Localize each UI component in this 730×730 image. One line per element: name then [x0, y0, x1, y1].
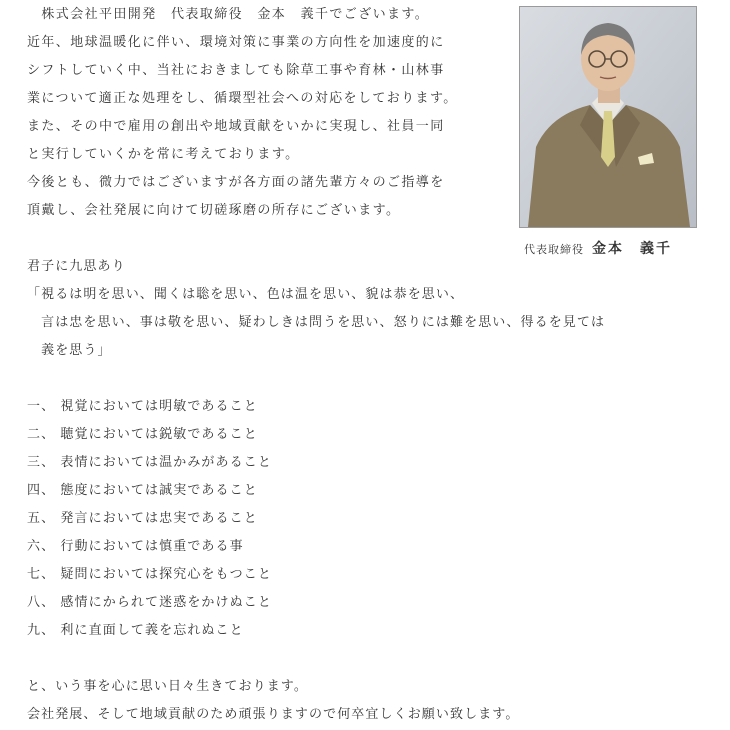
principle-item: 五、 発言においては忠実であること	[27, 511, 258, 526]
principle-item: 八、 感情にかられて迷惑をかけぬこと	[27, 595, 272, 610]
proverb-quote-line: 言は忠を思い、事は敬を思い、疑わしきは問うを思い、怒りには難を思い、得るを見ては	[27, 315, 606, 330]
closing-line: 会社発展、そして地域貢献のため頑張りますので何卒宜しくお願い致します。	[27, 707, 520, 722]
intro-line: 頂戴し、会社発展に向けて切磋琢磨の所存にございます。	[27, 203, 401, 218]
principle-item: 六、 行動においては慎重である事	[27, 539, 244, 554]
portrait-illustration	[520, 7, 696, 227]
president-name: 金本 義千	[592, 241, 672, 257]
principle-item: 四、 態度においては誠実であること	[27, 483, 258, 498]
intro-line: と実行していくかを常に考えております。	[27, 147, 300, 162]
intro-line: 今後とも、微力ではございますが各方面の諸先輩方々のご指導を	[27, 175, 445, 190]
principle-item: 九、 利に直面して義を忘れぬこと	[27, 623, 244, 638]
intro-line: 業について適正な処理をし、循環型社会への対応をしております。	[27, 91, 458, 106]
portrait-caption	[524, 238, 672, 258]
closing-line: と、いう事を心に思い日々生きております。	[27, 679, 308, 694]
intro-line: また、その中で雇用の創出や地域貢献をいかに実現し、社員一同	[27, 119, 445, 134]
president-role: 代表取締役	[524, 243, 584, 256]
principle-item: 三、 表情においては温かみがあること	[27, 455, 272, 470]
proverb-heading: 君子に九思あり	[27, 259, 126, 274]
president-portrait	[519, 6, 697, 228]
principle-item: 二、 聴覚においては鋭敏であること	[27, 427, 258, 442]
principle-item: 一、 視覚においては明敏であること	[27, 399, 258, 414]
intro-line: シフトしていく中、当社におきましても除草工事や育林・山林事	[27, 63, 445, 78]
intro-line: 株式会社平田開発 代表取締役 金本 義千でございます。	[27, 7, 430, 22]
proverb-quote-line: 義を思う」	[27, 343, 112, 358]
proverb-quote-line: 「視るは明を思い、聞くは聡を思い、色は温を思い、貌は恭を思い、	[27, 287, 465, 302]
intro-line: 近年、地球温暖化に伴い、環境対策に事業の方向性を加速度的に	[27, 35, 445, 50]
principle-item: 七、 疑問においては探究心をもつこと	[27, 567, 272, 582]
